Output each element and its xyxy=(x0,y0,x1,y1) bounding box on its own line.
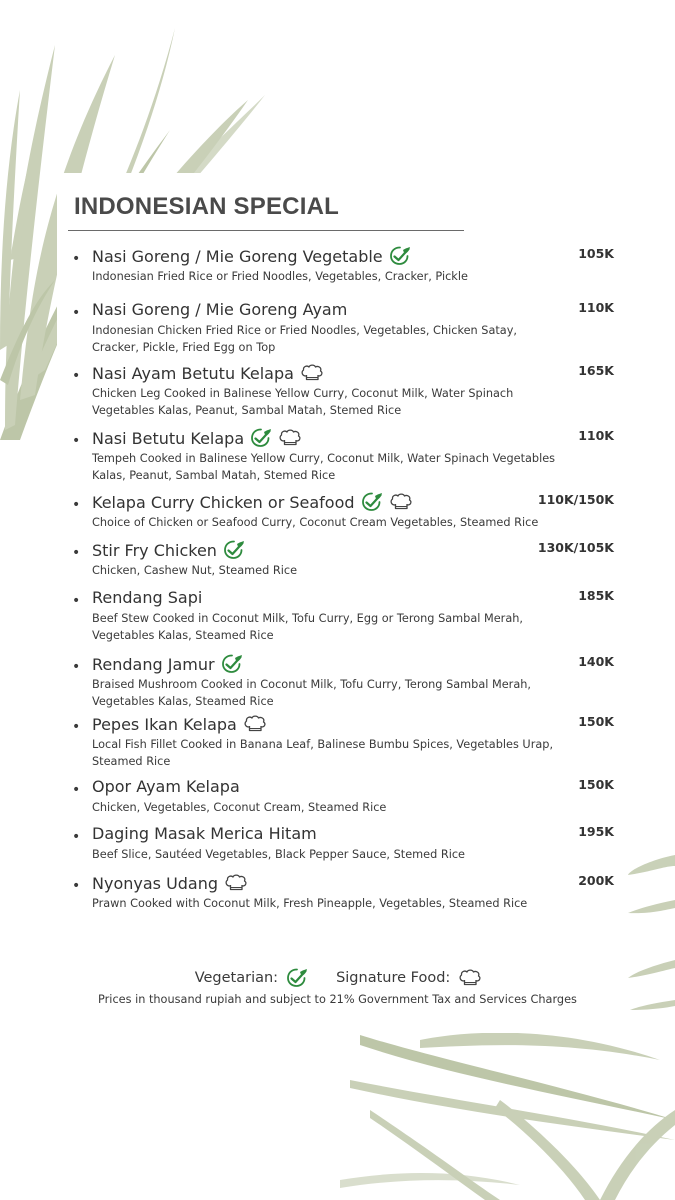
menu-item-description: Choice of Chicken or Seafood Curry, Coconut Cream Vegetables, Steamed Rice xyxy=(92,516,539,529)
menu-item-description: Beef Stew Cooked in Coconut Milk, Tofu Curry, Egg or Terong Sambal Merah, Vegetables Kalas, Steamed Rice xyxy=(92,612,524,642)
footnote: Prices in thousand rupiah and subject to 21% Government Tax and Services Charges xyxy=(98,993,577,1006)
menu-item-price: 195K xyxy=(578,824,614,839)
menu-item-heading xyxy=(92,654,243,674)
bullet-point: • xyxy=(72,433,81,449)
bullet-point: • xyxy=(72,829,81,845)
menu-item-price: 150K xyxy=(578,777,614,792)
vegetarian-icon xyxy=(389,246,411,266)
legend-signature-label: Signature Food: xyxy=(336,970,451,986)
title-divider xyxy=(68,230,464,231)
menu-item-heading xyxy=(92,428,300,448)
menu-item-description: Local Fish Fillet Cooked in Banana Leaf, Balinese Bumbu Spices, Vegetables Urap, Steamed Rice xyxy=(92,738,554,768)
menu-item-heading xyxy=(92,714,265,734)
vegetarian-icon xyxy=(250,428,272,448)
menu-item-description: Tempeh Cooked in Balinese Yellow Curry, Coconut Milk, Water Spinach Vegetables Kalas, Peanut, Sambal Matah, Stemed Rice xyxy=(92,452,556,482)
menu-item-description: Braised Mushroom Cooked in Coconut Milk, Tofu Curry, Terong Sambal Merah, Vegetables Kalas, Steamed Rice xyxy=(92,678,532,708)
chef-hat-icon xyxy=(389,492,411,512)
menu-item-name: Kelapa Curry Chicken or Seafood xyxy=(92,492,355,512)
menu-item-price: 200K xyxy=(578,873,614,888)
bullet-point: • xyxy=(72,305,81,321)
bullet-point: • xyxy=(72,251,81,267)
menu-item-name: Nasi Goreng / Mie Goreng Ayam xyxy=(92,300,348,319)
menu-item-name: Stir Fry Chicken xyxy=(92,540,217,560)
chef-hat-icon xyxy=(278,428,300,448)
chef-hat-icon xyxy=(224,873,246,893)
menu-item-description: Chicken, Vegetables, Coconut Cream, Steamed Rice xyxy=(92,801,387,814)
menu-item-name: Nasi Goreng / Mie Goreng Vegetable xyxy=(92,246,383,266)
menu-item-name: Nasi Ayam Betutu Kelapa xyxy=(92,363,294,383)
chef-hat-icon xyxy=(458,968,480,988)
menu-item-heading xyxy=(92,540,245,560)
menu-item-heading xyxy=(92,492,411,512)
bullet-point: • xyxy=(72,368,81,384)
bullet-point: • xyxy=(72,878,81,894)
menu-item-description: Beef Slice, Sautéed Vegetables, Black Pepper Sauce, Stemed Rice xyxy=(92,848,466,861)
menu-item-price: 140K xyxy=(578,654,614,669)
bullet-point: • xyxy=(72,545,81,561)
vegetarian-icon xyxy=(223,540,245,560)
menu-item-description: Chicken, Cashew Nut, Steamed Rice xyxy=(92,564,298,577)
menu-item-name: Pepes Ikan Kelapa xyxy=(92,714,237,734)
bullet-point: • xyxy=(72,659,81,675)
bullet-point: • xyxy=(72,719,81,735)
menu-item-heading xyxy=(92,588,202,607)
legend xyxy=(0,968,675,988)
chef-hat-icon xyxy=(300,363,322,383)
menu-title: INDONESIAN SPECIAL xyxy=(74,193,339,220)
bullet-point: • xyxy=(72,593,81,609)
menu-item-price: 105K xyxy=(578,246,614,261)
menu-item-price: 185K xyxy=(578,588,614,603)
menu-item-heading xyxy=(92,873,246,893)
legend-vegetarian-label: Vegetarian: xyxy=(194,970,279,986)
menu-item-description: Indonesian Chicken Fried Rice or Fried Noodles, Vegetables, Chicken Satay, Cracker, Pickle, Fried Egg on Top xyxy=(92,324,518,354)
menu-item-heading xyxy=(92,300,347,319)
menu-item-description: Chicken Leg Cooked in Balinese Yellow Curry, Coconut Milk, Water Spinach Vegetables Kalas, Peanut, Sambal Matah, Stemed Rice xyxy=(92,387,514,417)
menu-item-heading xyxy=(92,777,240,796)
menu-item-heading xyxy=(92,824,317,843)
menu-item-name: Daging Masak Merica Hitam xyxy=(92,824,317,843)
menu-item-price: 110K xyxy=(578,428,614,443)
bullet-point: • xyxy=(72,782,81,798)
menu-item-price: 110K xyxy=(578,300,614,315)
menu-item-description: Indonesian Fried Rice or Fried Noodles, Vegetables, Cracker, Pickle xyxy=(92,270,468,283)
menu-item-heading xyxy=(92,363,322,383)
menu-item-price: 150K xyxy=(578,714,614,729)
menu-item-price: 110K/150K xyxy=(537,492,614,507)
menu-item-name: Nyonyas Udang xyxy=(92,873,219,893)
chef-hat-icon xyxy=(243,714,265,734)
menu-item-heading xyxy=(92,246,411,266)
menu-item-name: Rendang Sapi xyxy=(92,588,203,607)
menu-item-price: 165K xyxy=(578,363,614,378)
vegetarian-icon xyxy=(221,654,243,674)
menu-item-price: 130K/105K xyxy=(537,540,614,555)
vegetarian-icon xyxy=(286,968,308,988)
menu-item-description: Prawn Cooked with Coconut Milk, Fresh Pineapple, Vegetables, Steamed Rice xyxy=(92,897,528,910)
menu-item-name: Nasi Betutu Kelapa xyxy=(92,428,245,448)
vegetarian-icon xyxy=(361,492,383,512)
menu-item-name: Opor Ayam Kelapa xyxy=(92,777,240,796)
menu-item-name: Rendang Jamur xyxy=(92,654,215,674)
bullet-point: • xyxy=(72,497,81,513)
